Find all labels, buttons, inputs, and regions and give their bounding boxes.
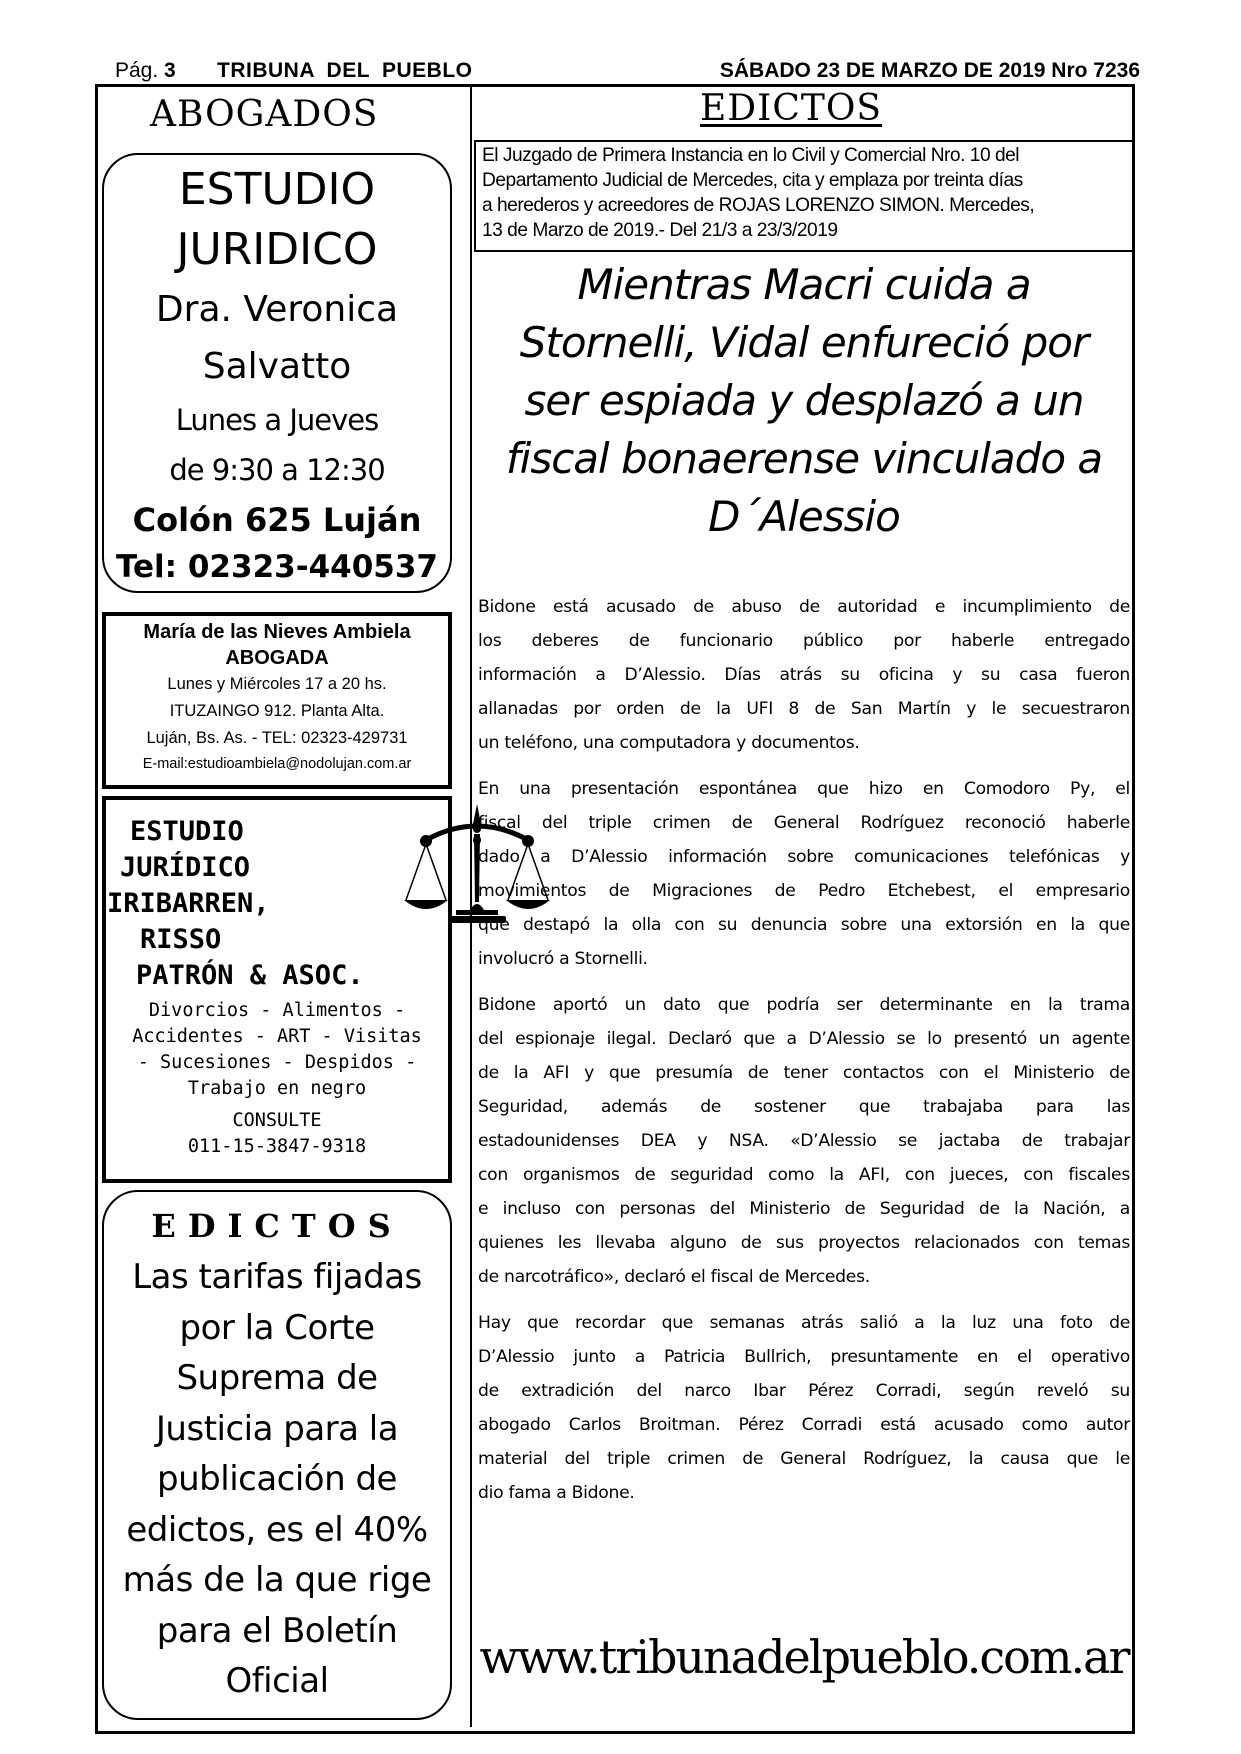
ad-line: por la Corte [179, 1307, 375, 1348]
headline-line: D´Alessio [708, 492, 900, 541]
ad-line: JURIDICO [176, 224, 378, 275]
article-line: Bidone está acusado de abuso de autoridad e incumplimiento de [478, 597, 1130, 617]
article-headline [474, 256, 1134, 546]
article-line: un teléfono, una computadora y documentos. [478, 733, 860, 753]
ad-ambiela [102, 612, 452, 789]
headline-line: fiscal bonaerense vinculado a [505, 434, 1103, 483]
headline-line: Stornelli, Vidal enfureció por [519, 318, 1089, 367]
article-line: allanadas por orden de la UFI 8 de San Martín y le secuestraron [478, 699, 1130, 719]
ad-line: Las tarifas fijadas [132, 1257, 422, 1297]
article-line: con organismos de seguridad como la AFI, con jueces, con fiscales [478, 1165, 1130, 1185]
section-title-abogados: ABOGADOS [150, 94, 379, 135]
consult-label: CONSULTE [232, 1110, 322, 1131]
ad-line: ESTUDIO [178, 164, 376, 215]
article-line: D’Alessio junto a Patricia Bullrich, presuntamente en el operativo [478, 1347, 1130, 1367]
headline-line: ser espiada y desplazó a un [524, 376, 1084, 425]
website-url[interactable]: www.tribunadelpueblo.com.ar [479, 1630, 1129, 1684]
article-line: de narcotráfico», declaró el fiscal de Mercedes. [478, 1267, 870, 1287]
page-label: Pág. [115, 59, 159, 82]
ad-line: Suprema de [176, 1358, 378, 1398]
article-line: los deberes de funcionario público por haberle entregado [478, 631, 1130, 651]
article-line: dado a D’Alessio información sobre comunicaciones telefónicas y [478, 847, 1130, 867]
service-line: Accidentes - ART - Visitas [132, 1026, 422, 1047]
article-line: de extradición del narco Ibar Pérez Corradi, según reveló su [478, 1381, 1130, 1401]
ad-title-line: RISSO [140, 924, 222, 955]
lawyer-role: ABOGADA [225, 647, 329, 669]
ad-iribarren [102, 796, 452, 1183]
ad-edictos-body [104, 1252, 450, 1707]
ad-line: más de la que rige [122, 1560, 432, 1600]
page-number: 3 [164, 59, 176, 82]
article-line: material del triple crimen de General Rodríguez, la causa que le [478, 1449, 1130, 1469]
notice-line: Departamento Judicial de Mercedes, cita y emplaza por treinta días [482, 170, 1023, 191]
article-line: e incluso con personas del Ministerio de Seguridad de la Nación, a [478, 1199, 1130, 1219]
ad-line: de 9:30 a 12:30 [169, 453, 385, 487]
office-hours: Lunes y Miércoles 17 a 20 hs. [167, 675, 387, 693]
article-line: de la AFI y que presumía de tener contactos con el Ministerio de [478, 1063, 1130, 1083]
article-paragraph [478, 590, 1130, 760]
ad-line: Justicia para la [155, 1408, 399, 1449]
ad-title-line: PATRÓN & ASOC. [136, 960, 364, 991]
article-line: que destapó la olla con su denuncia sobre una extorsión en la que [478, 915, 1130, 935]
email: E-mail:estudioambiela@nodolujan.com.ar [142, 756, 412, 772]
article-paragraph [478, 772, 1130, 976]
article-line: movimientos de Migraciones de Pedro Etchebest, el empresario [478, 881, 1130, 901]
newspaper-name: TRIBUNA DEL PUEBLO [217, 59, 473, 82]
notice-line: a herederos y acreedores de ROJAS LORENZO SIMON. Mercedes, [482, 195, 1035, 216]
consult-phone: 011-15-3847-9318 [187, 1136, 367, 1157]
notice-line: El Juzgado de Primera Instancia en lo Civil y Comercial Nro. 10 del [482, 145, 1020, 166]
article-paragraph [478, 988, 1130, 1294]
article-line: información a D’Alessio. Días atrás su oficina y su casa fueron [478, 665, 1130, 685]
headline-line: Mientras Macri cuida a [577, 260, 1031, 309]
ad-line: Oficial [225, 1661, 329, 1701]
article-body [478, 590, 1130, 1522]
ad-title-line: JURÍDICO [120, 852, 251, 883]
service-line: Trabajo en negro [187, 1078, 367, 1099]
article-line: Hay que recordar que semanas atrás salió a la luz una foto de [478, 1313, 1130, 1333]
article-line: estadounidenses DEA y NSA. «D’Alessio se jactaba de trabajar [478, 1131, 1130, 1151]
ad-title-line: ESTUDIO [130, 816, 244, 847]
article-line: involucró a Stornelli. [478, 949, 648, 969]
notice-line: 13 de Marzo de 2019.- Del 21/3 a 23/3/2019 [482, 220, 838, 241]
article-line: dio fama a Bidone. [478, 1483, 635, 1503]
ad-line: edictos, es el 40% [126, 1509, 428, 1550]
page-header [115, 58, 1140, 84]
ad-address: Colón 625 Luján [132, 501, 422, 539]
ad-edictos-title: EDICTOS [151, 1207, 403, 1245]
ad-line: publicación de [157, 1459, 397, 1499]
article-line: quienes les llevaba alguno de sus proyectos relacionados con temas [478, 1233, 1130, 1253]
office-address: ITUZAINGO 912. Planta Alta. [169, 702, 385, 720]
edicto-notice [474, 140, 1135, 252]
service-line: Divorcios - Alimentos - [148, 1000, 406, 1021]
ad-line: Dra. Veronica [155, 289, 399, 330]
article-paragraph [478, 1306, 1130, 1510]
ad-estudio-juridico-salvatto [102, 153, 452, 593]
article-line: del espionaje ilegal. Declaró que a D’Alessio se lo presentó un agente [478, 1029, 1130, 1049]
ad-line: para el Boletín [156, 1610, 398, 1651]
article-line: Bidone aportó un dato que podría ser determinante en la trama [478, 995, 1130, 1015]
ad-phone: Tel: 02323-440537 [115, 549, 438, 585]
ad-line: Salvatto [202, 346, 352, 387]
page-number-label [115, 58, 176, 84]
service-line: - Sucesiones - Despidos - [137, 1052, 417, 1073]
section-title-edictos: EDICTOS [700, 88, 883, 129]
city-phone: Luján, Bs. As. - TEL: 02323-429731 [146, 729, 408, 747]
ad-line: Lunes a Jueves [175, 403, 379, 437]
issue-date: SÁBADO 23 DE MARZO DE 2019 Nro 7236 [719, 59, 1140, 82]
article-line: Seguridad, además de sostener que trabajaba para las [478, 1097, 1130, 1117]
article-line: fiscal del triple crimen de General Rodríguez reconoció haberle [478, 813, 1130, 833]
article-line: abogado Carlos Broitman. Pérez Corradi está acusado como autor [478, 1415, 1130, 1435]
ad-edictos-tarifas [102, 1190, 452, 1720]
article-line: En una presentación espontánea que hizo en Comodoro Py, el [478, 779, 1130, 799]
lawyer-name: María de las Nieves Ambiela [143, 621, 411, 643]
ad-title-line: IRIBARREN, [107, 888, 270, 919]
